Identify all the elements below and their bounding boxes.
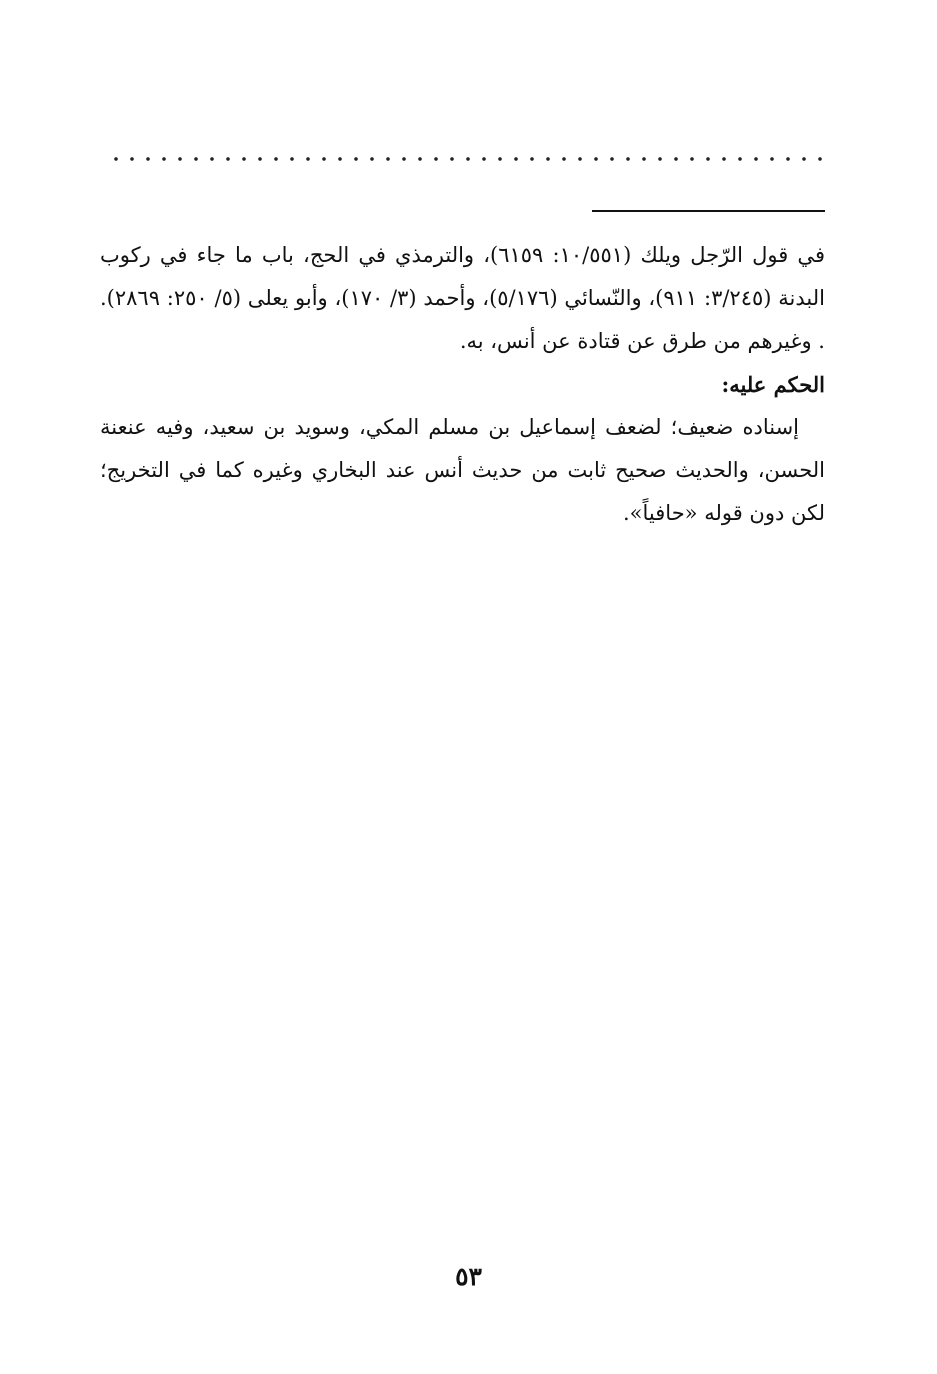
ruling-paragraph: إسناده ضعيف؛ لضعف إسماعيل بن مسلم المكي، وسويد بن سعيد، وفيه عنعنة الحسن، والحديث صحيح ثابت من حديث أنس عند البخاري وغيره كما في التخريج؛ لكن دون قوله «حافياً». xyxy=(100,415,825,525)
dotted-separator xyxy=(112,156,824,162)
footnote-separator-line xyxy=(592,210,825,212)
ruling-heading: الحكم عليه: xyxy=(721,372,825,397)
text-block xyxy=(100,234,825,535)
page-number: ٥٣ xyxy=(455,1262,482,1291)
footnote-paragraph: في قول الرّجل ويلك (١٠/٥٥١: ٦١٥٩)، والترمذي في الحج، باب ما جاء في ركوب البدنة (٣/٢٤٥: ٩١١)، والنّسائي (٥/١٧٦)، وأحمد (٣/ ١٧٠)، وأبو يعلى (٥/ ٢٥٠: ٢٨٦٩). . وغيرهم من طرق عن قتادة عن أنس، به. xyxy=(100,243,825,353)
